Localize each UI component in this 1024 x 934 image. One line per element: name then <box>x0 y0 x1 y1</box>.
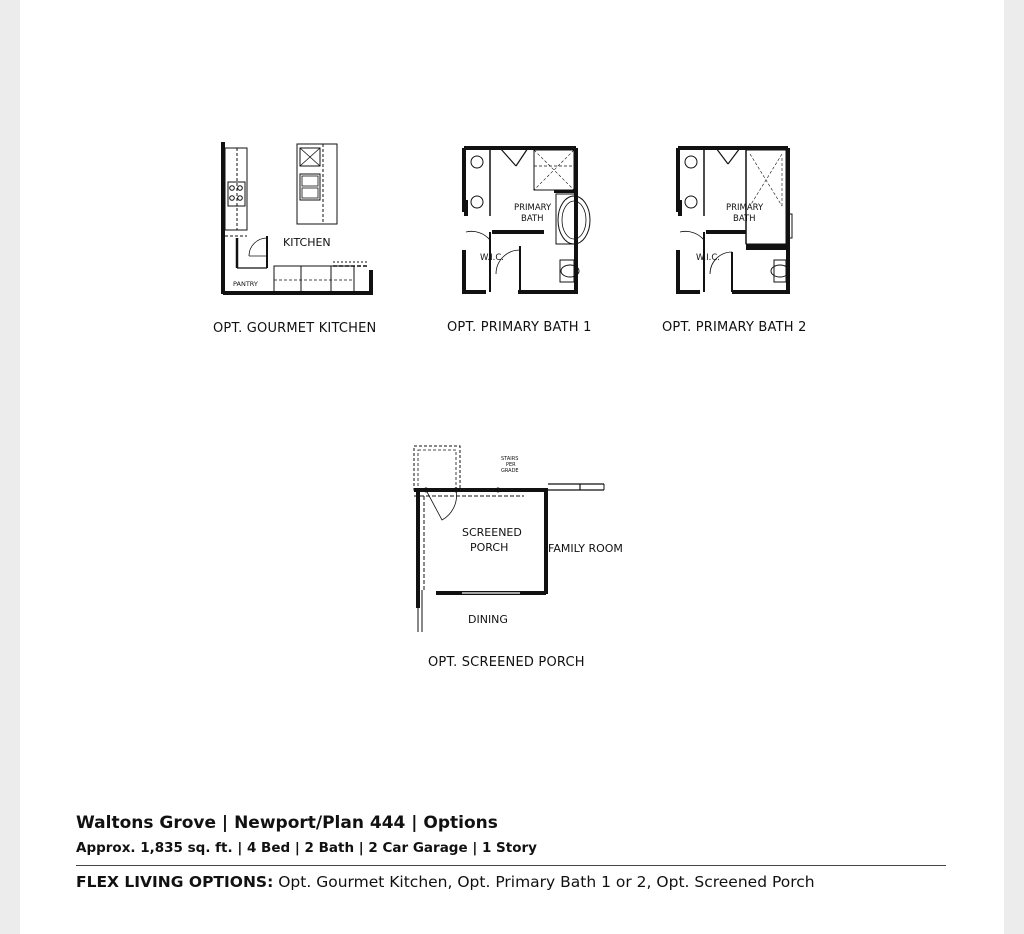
screened-porch-caption: OPT. SCREENED PORCH <box>428 655 585 670</box>
gourmet-kitchen-plan <box>219 138 379 298</box>
primary-bath-2-caption: OPT. PRIMARY BATH 2 <box>662 320 807 335</box>
bath1-wic-label: W.I.C. <box>480 253 504 263</box>
stairs-label-line2: PER <box>506 462 516 468</box>
bath2-primary-label: PRIMARY <box>726 203 764 213</box>
primary-bath-1-plan <box>456 140 586 300</box>
flex-options-label: FLEX LIVING OPTIONS: <box>76 873 274 891</box>
footer-subtitle: Approx. 1,835 sq. ft. | 4 Bed | 2 Bath | 2 Car Garage | 1 Story <box>76 840 537 856</box>
screened-porch-plan <box>404 440 623 640</box>
stairs-label-line3: GRADE <box>501 468 519 474</box>
kitchen-room-label: KITCHEN <box>283 236 331 249</box>
stairs-label-line1: STAIRS <box>501 456 519 462</box>
bath1-bath-label: BATH <box>521 214 544 224</box>
gourmet-kitchen-caption: OPT. GOURMET KITCHEN <box>213 321 377 336</box>
porch-porch-label: PORCH <box>470 541 509 554</box>
footer-title: Waltons Grove | Newport/Plan 444 | Options <box>76 813 498 833</box>
footer-divider <box>76 865 946 866</box>
bath2-wic-label: W.I.C. <box>696 253 720 263</box>
document-page <box>20 0 1004 934</box>
flex-options-text: Opt. Gourmet Kitchen, Opt. Primary Bath 1 or 2, Opt. Screened Porch <box>273 873 815 891</box>
porch-screened-label: SCREENED <box>462 526 522 539</box>
primary-bath-1-caption: OPT. PRIMARY BATH 1 <box>447 320 592 335</box>
primary-bath-2-plan <box>670 140 800 300</box>
family-room-label: FAMILY ROOM <box>548 542 623 555</box>
bath1-primary-label: PRIMARY <box>514 203 552 213</box>
dining-label: DINING <box>468 613 508 626</box>
pantry-label: PANTRY <box>233 280 258 288</box>
bath2-bath-label: BATH <box>733 214 756 224</box>
flex-living-options <box>76 873 815 891</box>
